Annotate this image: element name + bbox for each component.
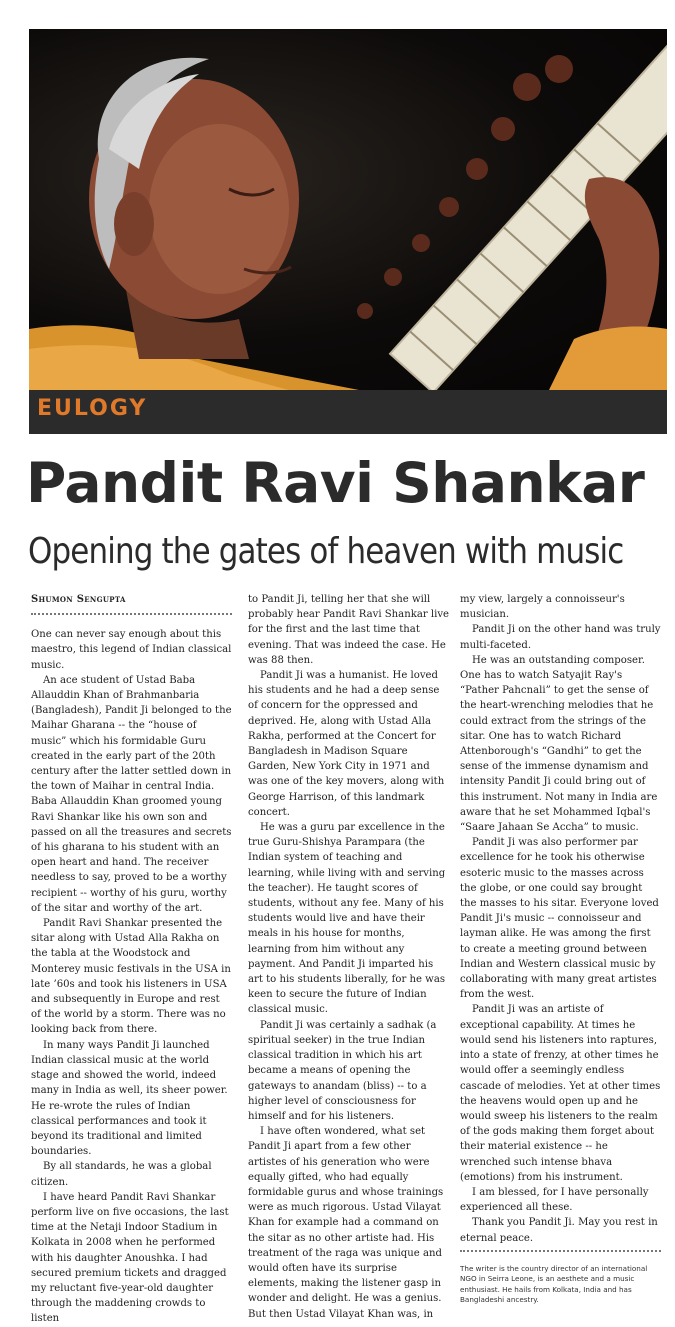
paragraph: Thank you Pandit Ji. May you rest in eternal peace. xyxy=(460,1217,658,1244)
paragraph: An ace student of Ustad Baba Allauddin Khan of Brahmanbaria (Bangladesh), Pandit Ji belonged to the Maihar Gharana -- the “house of music” which his formidable Guru created in the early part of the 20th century after the latter settled down in the town of Maihar in central India. Baba Allauddin Khan groomed young Ravi Shankar like his own son and passed on all the treasures and secrets of his gharana to his student with an open heart and hand. The receiver needless to say, proved to be a worthy recipient -- worthy of his guru, worthy of the sitar and worthy of the art. xyxy=(31,674,232,914)
paragraph: I am blessed, for I have personally experienced all these. xyxy=(460,1186,649,1214)
paragraph: Pandit Ji was certainly a sadhak (a spiritual seeker) in the true Indian classical tradition in which his art became a means of opening the gateways to anandam (bliss) -- to a higher level of consciousness for himself and for his listeners. xyxy=(248,1019,437,1122)
dotted-divider xyxy=(460,1250,661,1258)
article-column-3 xyxy=(460,592,661,1306)
author-note: The writer is the country director of an international NGO in Seirra Leone, is an aesthete and a music enthusiast. He hails from Kolkata, India and has Bangladeshi ancestry. xyxy=(460,1263,648,1305)
paragraph: I have heard Pandit Ravi Shankar perform live on five occasions, the last time at the Netaji Indoor Stadium in Kolkata in 2008 when he performed with his daughter Anoushka. I had secured premium tickets and dragged my reluctant five-year-old daughter through the maddening crowds to listen xyxy=(31,1191,229,1325)
subheadline: Opening the gates of heaven with music xyxy=(28,531,624,572)
paragraph: He was an outstanding composer. One has to watch Satyajit Ray's “Pather Pahcnali” to get the sense of the heart-wrenching melodies that he could extract from the strings of the sitar. One has to watch Richard Attenborough's “Gandhi” to get the sense of the immense dynamism and intensity Pandit Ji could bring out of this instrument. Not many in India are aware that he set Mohammed Iqbal's “Saare Jahaan Se Accha” to music. xyxy=(460,654,658,834)
paragraph: Pandit Ji was a humanist. He loved his students and he had a deep sense of concern for the oppressed and deprived. He, along with Ustad Alla Rakha, performed at the Concert for Bangladesh in Madison Square Garden, New York City in 1971 and was one of the key movers, along with George Harrison, of this landmark concert. xyxy=(248,670,445,818)
musician-photo xyxy=(29,29,667,390)
headline: Pandit Ravi Shankar xyxy=(26,451,645,515)
paragraph: He was a guru par excellence in the true Guru-Shishya Parampara (the Indian system of teaching and learning, while living with and serving the teacher). He taught scores of students, without any fee. Many of his students would live and have their meals in his house for months, learning from him without any payment. And Pandit Ji imparted his art to his students liberally, for he was keen to secure the future of Indian classical music. xyxy=(248,822,446,1016)
paragraph: Pandit Ji on the other hand was truly multi-faceted. xyxy=(460,624,661,651)
paragraph: One can never say enough about this maestro, this legend of Indian classical music. xyxy=(31,629,232,671)
paragraph: Pandit Ji was also performer par excellence for he took his otherwise esoteric music to the masses across the globe, or one could say brought the masses to his sitar. Everyone loved Pandit Ji's music -- connoisseur and layman alike. He was among the first to create a meeting ground between Indian and Western classical music by collaborating with many great artistes from the west. xyxy=(460,837,659,1001)
paragraph: In many ways Pandit Ji launched Indian classical music at the world stage and showed the world, indeed many in India as well, its sheer power. He re-wrote the rules of Indian classical performances and took it beyond its traditional and limited boundaries. xyxy=(31,1039,228,1158)
paragraph: I have often wondered, what set Pandit Ji apart from a few other artistes of his generation who were equally gifted, who had equally formidable gurus and whose trainings were as much rigorous. Ustad Vilayat Khan for example had a command on the sitar as no other artiste had. His treatment of the raga was unique and would often have its surprise elements, making the listener gasp in wonder and delight. He was a genius. But then Ustad Vilayat Khan was, in xyxy=(248,1126,444,1320)
section-banner xyxy=(29,390,667,434)
paragraph: my view, largely a connoisseur's musician. xyxy=(460,594,625,621)
paragraph: Pandit Ravi Shankar presented the sitar along with Ustad Alla Rakha on the tabla at the Woodstock and Monterey music festivals in the USA in late ’60s and took his listeners in USA and subsequently in Europe and rest of the world by a storm. There was no looking back from there. xyxy=(31,918,231,1036)
paragraph: Pandit Ji was an artiste of exceptional capability. At times he would send his listeners into raptures, into a state of frenzy, at other times he would offer a seemingly endless cascade of melodies. Yet at other times the heavens would open up and he would sweep his listeners to the realm of the gods making them forget about their material existence -- he wrenched such intense bhava (emotions) from his instrument. xyxy=(460,1004,661,1183)
article-column-2 xyxy=(248,592,449,1322)
dotted-divider xyxy=(31,613,232,621)
paragraph: to Pandit Ji, telling her that she will probably hear Pandit Ravi Shankar live for the first and the last time that evening. That was indeed the case. He was 88 then. xyxy=(248,594,450,666)
section-label: EULOGY xyxy=(37,396,148,421)
article-column-1 xyxy=(31,592,232,1327)
byline: Shumon Sengupta xyxy=(31,594,126,605)
paragraph: By all standards, he was a global citizen. xyxy=(31,1161,212,1188)
